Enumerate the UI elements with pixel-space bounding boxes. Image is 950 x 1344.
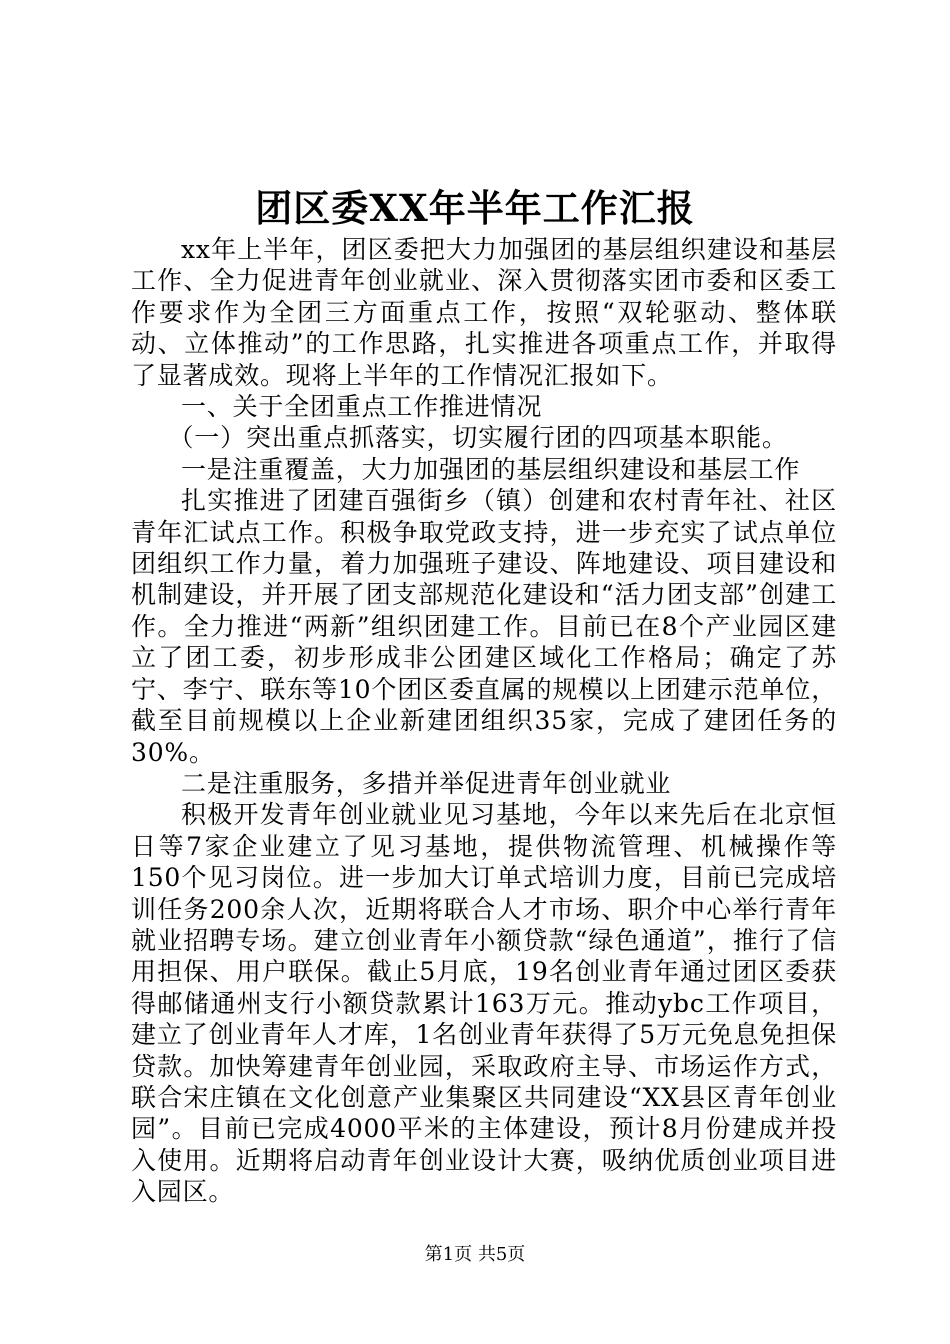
document-body [131,234,837,1208]
section-heading: 一、关于全团重点工作推进情况 [181,392,543,422]
body-paragraph: 扎实推进了团建百强街乡（镇）创建和农村青年社、社区青年汇试点工作。积极争取党政支持，进一步充实了试点单位团组织工作力量，着力加强班子建设、阵地建设、项目建设和机制建设，并开展了团支部规范化建设和“活力团支部”创建工作。全力推进“两新”组织团建工作。目前已在8个产业园区建立了团工委，初步形成非公团建区域化工作格局；确定了苏宁、李宁、联东等10个团区委直属的规模以上团建示范单位，截至目前规模以上企业新建团组织35家，完成了建团任务的30%。 [131,486,837,767]
document-title: 团区委XX年半年工作汇报 [255,186,695,230]
point-heading: 一是注重覆盖，大力加强团的基层组织建设和基层工作 [181,454,801,484]
page-number-footer: 第1页 共5页 [424,1244,526,1265]
point-heading: 二是注重服务，多措并举促进青年创业就业 [181,768,672,798]
intro-paragraph: xx年上半年，团区委把大力加强团的基层组织建设和基层工作、全力促进青年创业就业、深入贯彻落实团市委和区委工作要求作为全团三方面重点工作，按照“双轮驱动、整体联动、立体推动”的工作思路，扎实推进各项重点工作，并取得了显著成效。现将上半年的工作情况汇报如下。 [131,235,837,390]
subsection-heading: （一）突出重点抓落实，切实履行团的四项基本职能。 [168,423,788,453]
body-paragraph: 积极开发青年创业就业见习基地，今年以来先后在北京恒日等7家企业建立了见习基地，提供物流管理、机械操作等150个见习岗位。进一步加大订单式培训力度，目前已完成培训任务200余人次，近期将联合人才市场、职介中心举行青年就业招聘专场。建立创业青年小额贷款“绿色通道”，推行了信用担保、用户联保。截止5月底，19名创业青年通过团区委获得邮储通州支行小额贷款累计163万元。推动ybc工作项目，建立了创业青年人才库，1名创业青年获得了5万元免息免担保贷款。加快筹建青年创业园，采取政府主导、市场运作方式，联合宋庄镇在文化创意产业集聚区共同建设“XX县区青年创业园”。目前已完成4000平米的主体建设，预计8月份建成并投入使用。近期将启动青年创业设计大赛，吸纳优质创业项目进入园区。 [131,800,837,1207]
